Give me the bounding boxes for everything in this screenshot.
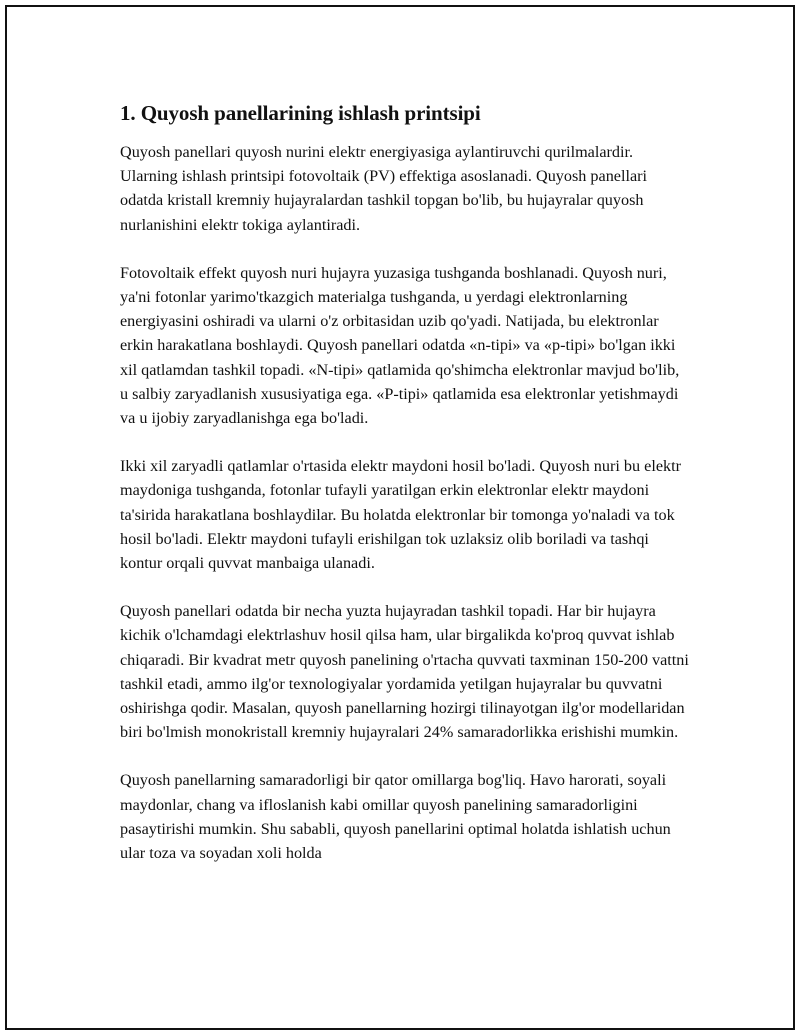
page-frame: [5, 5, 795, 1030]
paragraph-4: Quyosh panellari odatda bir necha yuzta hujayradan tashkil topadi. Har bir hujayra kichik o'lchamdagi elektrlashuv hosil qilsa ham, ular birgalikda ko'proq quvvat ishlab chiqaradi. Bir kvadrat metr quyosh panelining o'rtacha quvvati taxminan 150-200 vattni tashkil etadi, ammo ilg'or texnologiyalar yordamida yetilgan hujayralar bu quvvatni oshirishga qodir. Masalan, quyosh panellarning hozirgi tilinayotgan ilg'or modellaridan biri bo'lmish monokristall kremniy hujayralari 24% samaradorlikka erishishi mumkin.: [120, 602, 689, 742]
document-body: [120, 100, 690, 889]
paragraph-2: Fotovoltaik effekt quyosh nuri hujayra yuzasiga tushganda boshlanadi. Quyosh nuri, ya'ni fotonlar yarimo'tkazgich materialga tushganda, u yerdagi elektronlarning energiyasini oshiradi va ularni o'z orbitasidan uzib qo'yadi. Natijada, bu elektronlar erkin harakatlana boshlaydi. Quyosh panellari odatda «n-tipi» va «p-tipi» bo'lgan ikki xil qatlamdan tashkil topadi. «N-tipi» qatlamida qo'shimcha elektronlar mavjud bo'lib, u salbiy zaryadlanish xususiyatiga ega. «P-tipi» qatlamida esa elektronlar yetishmaydi va u ijobiy zaryadlanishga ega bo'ladi.: [120, 263, 680, 428]
paragraph-1: Quyosh panellari quyosh nurini elektr energiyasiga aylantiruvchi qurilmalardir. Ularning ishlash printsipi fotovoltaik (PV) effektiga asoslanadi. Quyosh panellari odatda kristall kremniy hujayralardan tashkil topgan bo'lib, bu hujayralar quyosh nurlanishini elektr tokiga aylantiradi.: [120, 143, 648, 234]
section-heading: 1. Quyosh panellarining ishlash printsipi: [120, 101, 481, 125]
paragraph-5: Quyosh panellarning samaradorligi bir qator omillarga bog'liq. Havo harorati, soyali maydonlar, chang va ifloslanish kabi omillar quyosh panelining samaradorligini pasaytirishi mumkin. Shu sababli, quyosh panellarini optimal holatda ishlatish uchun ular toza va soyadan xoli holda: [120, 771, 671, 863]
paragraph-3: Ikki xil zaryadli qatlamlar o'rtasida elektr maydoni hosil bo'ladi. Quyosh nuri bu elektr maydoniga tushganda, fotonlar tufayli yaratilgan erkin elektronlar elektr maydoni ta'sirida harakatlana boshlaydilar. Bu holatda elektronlar bir tomonga yo'naladi va tok hosil bo'ladi. Elektr maydoni tufayli erishilgan tok uzlaksiz olib boriladi va tashqi kontur orqali quvvat manbaiga ulanadi.: [120, 457, 682, 573]
